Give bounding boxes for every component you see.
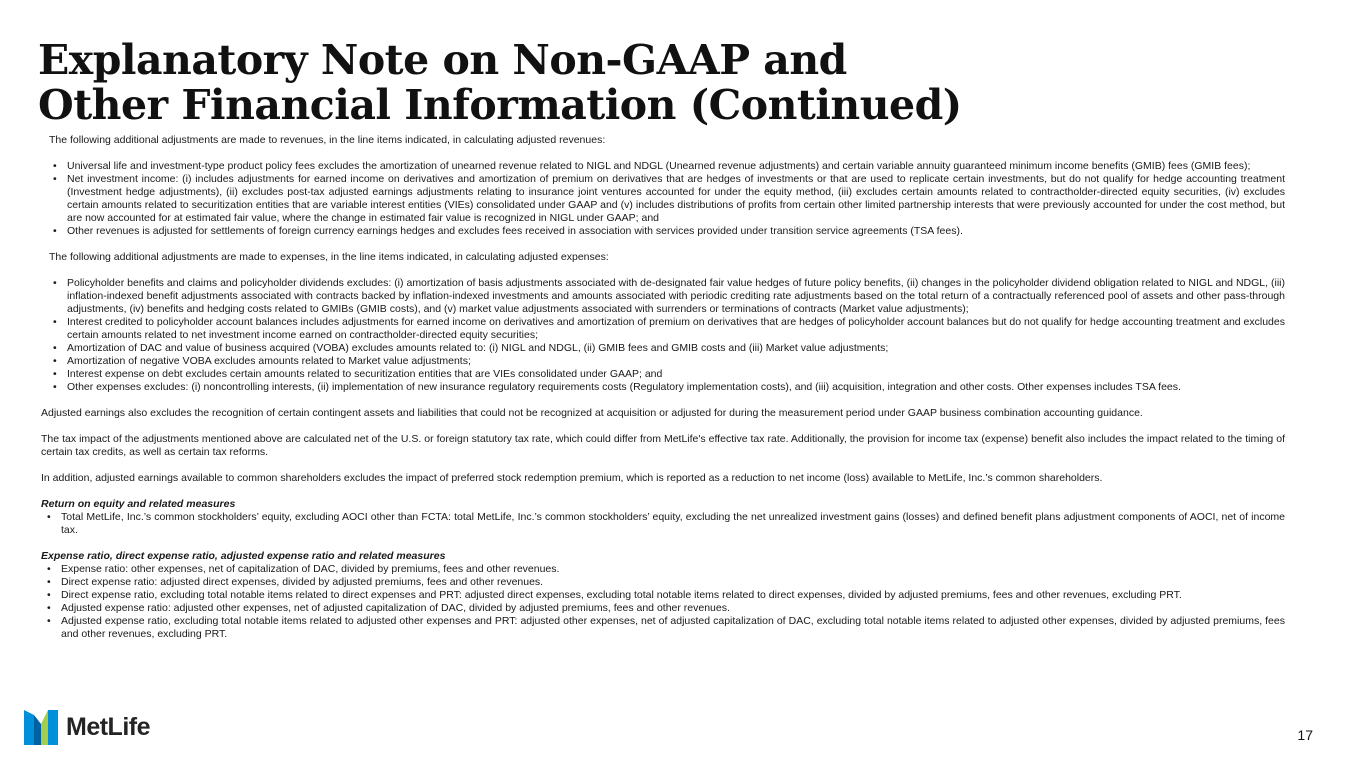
note-body (41, 134, 1285, 641)
page-title-line-2: Other Financial Information (Continued) (38, 81, 962, 129)
expenses-intro: The following additional adjustments are made to expenses, in the line items indicated, in calculating adjusted expenses: (49, 251, 609, 263)
list-item: • Direct expense ratio, excluding total notable items related to direct expenses and PRT: adjusted direct expenses, excluding total notable items related to direct expenses, divided by adjusted premiums, fees and other revenues, excluding PRT. (47, 589, 1285, 602)
list-item: • Interest credited to policyholder account balances includes adjustments for earned income on derivatives and amortization of premium on derivatives that are hedges of policyholder account balances but do not qualify for hedge accounting treatment and excludes certain amounts related to net investment income earned on contractholder-directed equity securities; (53, 316, 1285, 342)
roe-list (41, 511, 1285, 537)
revenue-adjustments-list (41, 160, 1285, 238)
page-number: 17 (1297, 727, 1313, 743)
list-item: • Adjusted expense ratio: adjusted other expenses, net of adjusted capitalization of DAC, divided by adjusted premiums, fees and other revenues. (47, 602, 1285, 615)
preferred-stock-paragraph: In addition, adjusted earnings available to common shareholders excludes the impact of preferred stock redemption premium, which is reported as a reduction to net income (loss) available to MetLife, Inc.’s common shareholders. (41, 472, 1103, 484)
page-title (38, 38, 962, 128)
list-item: • Expense ratio: other expenses, net of capitalization of DAC, divided by premiums, fees and other revenues. (47, 563, 1285, 576)
tax-paragraph: The tax impact of the adjustments mentioned above are calculated net of the U.S. or foreign statutory tax rate, which could differ from MetLife's effective tax rate. Additionally, the provision for income tax (expense) benefit also includes the impact related to the timing of certain tax credits, as well as certain tax reforms. (41, 433, 1285, 458)
list-item: • Policyholder benefits and claims and policyholder dividends excludes: (i) amortization of basis adjustments associated with de-designated fair value hedges of future policy benefits, (ii) changes in the policyholder dividend obligation related to NIGL and NDGL, (iii) inflation-indexed benefit adjustments associated with contracts backed by inflation-indexed investments and amounts associated with periodic crediting rate adjustments based on the total return of a contractually referenced pool of assets and other pass-through adjustments, (iv) benefits and hedging costs related to GMIBs (GMIB costs), and (v) market value adjustments associated with surrenders or terminations of contracts (Market value adjustments); (53, 277, 1285, 316)
list-item: • Amortization of DAC and value of business acquired (VOBA) excludes amounts related to: (i) NIGL and NDGL, (ii) GMIB fees and GMIB costs and (iii) Market value adjustments; (53, 342, 1285, 355)
list-item: • Amortization of negative VOBA excludes amounts related to Market value adjustments; (53, 355, 1285, 368)
list-item: • Universal life and investment-type product policy fees excludes the amortization of unearned revenue related to NIGL and NDGL (Unearned revenue adjustments) and certain variable annuity guaranteed minimum income benefits (GMIB) fees (GMIB fees); (53, 160, 1285, 173)
metlife-m-icon (24, 710, 58, 745)
revenue-intro: The following additional adjustments are made to revenues, in the line items indicated, in calculating adjusted revenues: (49, 134, 606, 146)
roe-heading: Return on equity and related measures (41, 498, 236, 510)
list-item: • Adjusted expense ratio, excluding total notable items related to adjusted other expenses and PRT: adjusted other expenses, net of adjusted capitalization of DAC, excluding total notable items related to adjusted other expenses, divided by adjusted premiums, fees and other revenues, excluding PRT. (47, 615, 1285, 641)
list-item: • Other revenues is adjusted for settlements of foreign currency earnings hedges and excludes fees received in association with services provided under transition service agreements (TSA fees). (53, 225, 1285, 238)
contingent-paragraph: Adjusted earnings also excludes the recognition of certain contingent assets and liabilities that could not be recognized at acquisition or adjusted for during the measurement period under GAAP business combination accounting guidance. (41, 407, 1143, 419)
expense-adjustments-list (41, 277, 1285, 394)
logo-right-shade (48, 710, 58, 745)
expense-ratio-list (41, 563, 1285, 641)
metlife-logo (24, 710, 174, 746)
list-item: • Net investment income: (i) includes adjustments for earned income on derivatives and amortization of premium on derivatives that are hedges of investments or that are used to replicate certain investments, but do not qualify for hedge accounting treatment (Investment hedge adjustments), (ii) excludes post-tax adjusted earnings adjustments relating to insurance joint ventures accounted for under the equity method, (iii) excludes certain amounts related to contractholder-directed equity securities, (iv) excludes certain amounts related to securitization entities that are variable interest entities (VIEs) consolidated under GAAP and (v) includes distributions of profits from certain other limited partnership interests that were previously accounted for under the cost method, but are now accounted for at estimated fair value, where the change in estimated fair value is recognized in NIGL under GAAP; and (53, 173, 1285, 225)
expense-ratio-heading: Expense ratio, direct expense ratio, adjusted expense ratio and related measures (41, 550, 446, 562)
logo-wordmark: MetLife (66, 713, 150, 741)
list-item: • Total MetLife, Inc.’s common stockholders’ equity, excluding AOCI other than FCTA: total MetLife, Inc.’s common stockholders’ equity, excluding the net unrealized investment gains (losses) and defined benefit plans adjustment components of AOCI, net of income tax. (47, 511, 1285, 537)
list-item: • Other expenses excludes: (i) noncontrolling interests, (ii) implementation of new insurance regulatory requirements costs (Regulatory implementation costs), and (iii) acquisition, integration and other costs. Other expenses includes TSA fees. (53, 381, 1285, 394)
logo-middle-chevron (34, 715, 41, 745)
list-item: • Direct expense ratio: adjusted direct expenses, divided by adjusted premiums, fees and other revenues. (47, 576, 1285, 589)
logo-left-bar (24, 710, 34, 745)
page-title-line-1: Explanatory Note on Non-GAAP and (38, 36, 847, 84)
list-item: • Interest expense on debt excludes certain amounts related to securitization entities that are VIEs consolidated under GAAP; and (53, 368, 1285, 381)
